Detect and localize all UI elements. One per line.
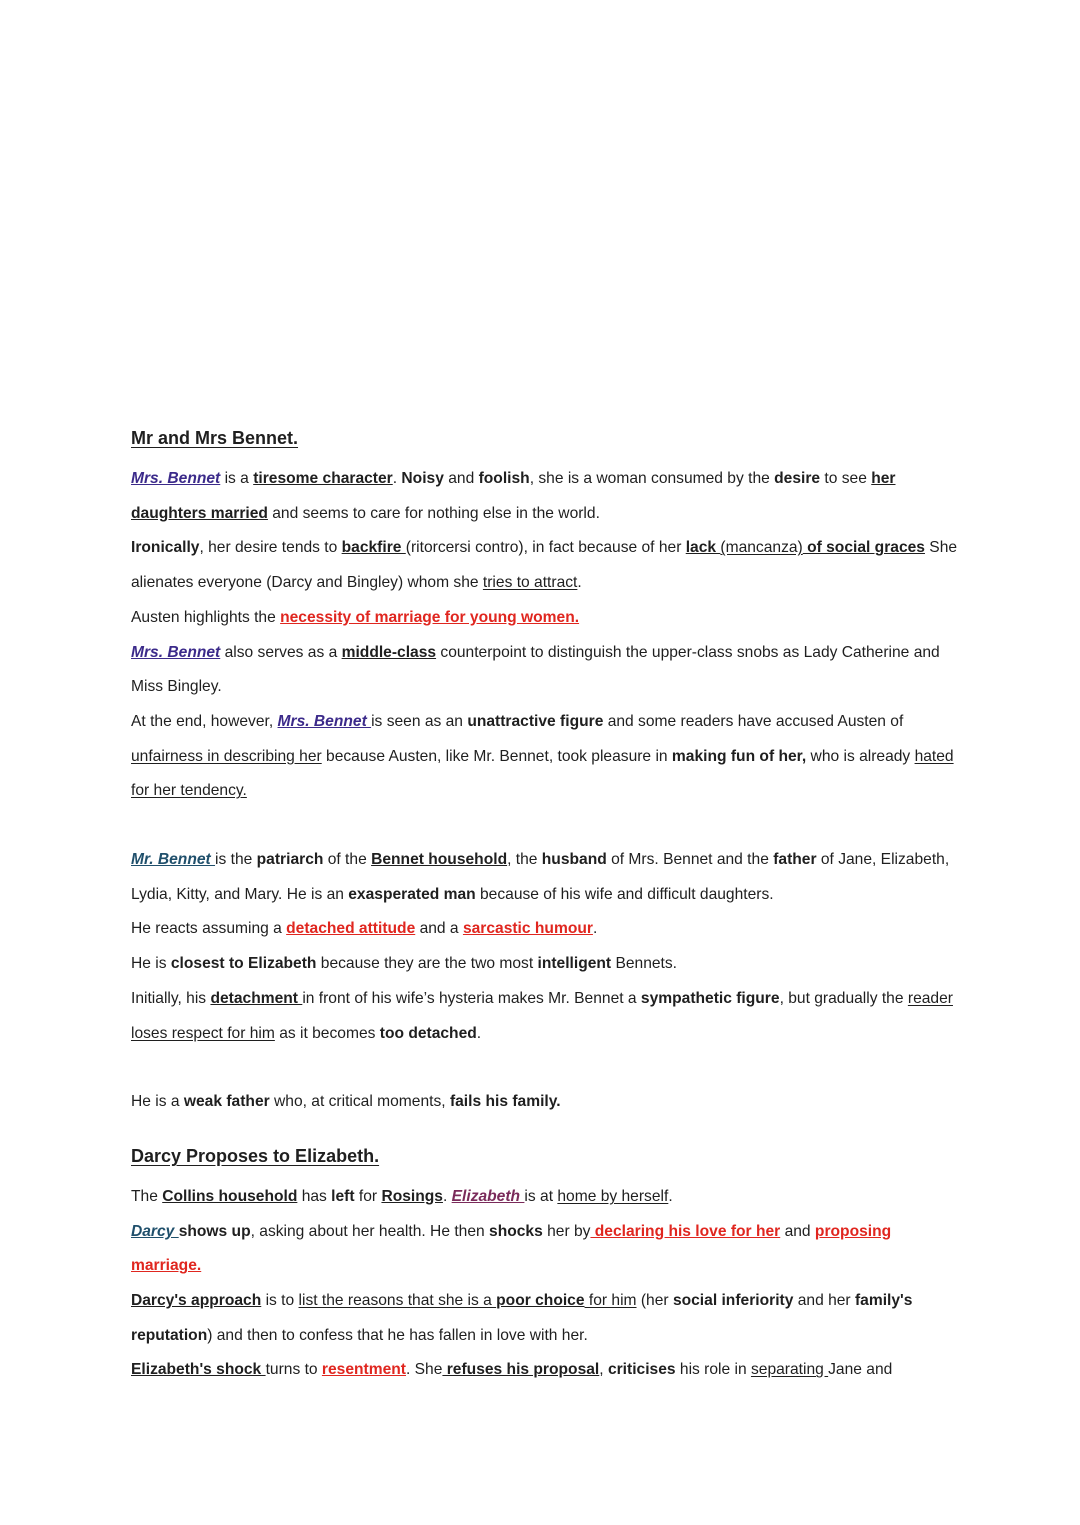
keyword: fails his family.	[449, 1093, 561, 1111]
text: At the end, however,	[131, 712, 278, 730]
paragraph-mr-bennet-intro	[131, 843, 961, 912]
text: because they are the two most	[316, 955, 538, 973]
text: of Jane, Elizabeth, Lydia, Kitty, and Mary. He is an	[131, 851, 950, 903]
keyword: criticises	[607, 1361, 676, 1379]
text: as it becomes	[274, 1024, 380, 1042]
text: , she is a woman consumed by the	[529, 470, 775, 487]
text: (mancanza)	[720, 539, 803, 557]
text: Initially, his	[131, 989, 211, 1007]
text: is the	[215, 851, 257, 869]
keyword: Noisy	[401, 470, 444, 487]
name-mr-bennet: Mr. Bennet	[131, 851, 216, 869]
highlight-red: proposing marriage.	[131, 1222, 892, 1275]
text: , but gradually the	[779, 989, 908, 1007]
text: .	[577, 574, 582, 592]
text: his role in	[675, 1361, 751, 1379]
name-mrs-bennet: Mrs. Bennet	[131, 470, 221, 487]
text: in front of his wife’s hysteria makes Mr. Bennet a	[302, 989, 641, 1007]
keyword: middle-class	[341, 643, 437, 661]
paragraph-austen-highlights	[131, 601, 961, 636]
keyword: backfire	[341, 539, 406, 557]
text: He reacts assuming a	[131, 920, 287, 938]
paragraph-closest	[131, 947, 961, 982]
text: to see	[820, 470, 872, 487]
underlined-text: home by herself	[557, 1187, 669, 1205]
keyword: shows up	[178, 1222, 251, 1240]
text: is to	[261, 1292, 299, 1310]
underlined-text: unfairness in describing her	[131, 747, 322, 765]
keyword: Ironically	[131, 539, 200, 557]
text: .	[476, 1024, 482, 1042]
keyword: desire	[774, 470, 821, 487]
text: (her	[636, 1292, 673, 1310]
paragraph-darcy-shows-up	[131, 1215, 961, 1284]
paragraph-ironically	[131, 531, 961, 600]
underlined-text: separating	[750, 1361, 829, 1379]
text: Austen highlights the	[131, 608, 281, 626]
text: He is	[131, 955, 171, 973]
text: ,	[599, 1361, 608, 1379]
keyword: detachment	[210, 989, 303, 1007]
text: and some readers have accused Austen of	[603, 712, 904, 730]
text: , her desire tends to	[199, 539, 342, 557]
section-title-bennets: Mr and Mrs Bennet.	[131, 428, 299, 448]
keyword: of social graces	[802, 539, 925, 557]
document-content	[131, 424, 961, 1388]
keyword: Elizabeth's shock	[131, 1361, 266, 1379]
keyword: sympathetic figure	[640, 989, 780, 1007]
text: of the	[323, 851, 372, 869]
keyword: exasperated man	[348, 885, 476, 903]
text: .	[668, 1187, 673, 1205]
text: turns to	[265, 1361, 322, 1379]
keyword: Collins household	[162, 1187, 298, 1205]
text: He is a	[131, 1093, 184, 1111]
text: and seems to care for nothing else in the world.	[267, 504, 600, 522]
name-darcy: Darcy	[131, 1222, 179, 1240]
text: .	[442, 1187, 452, 1205]
keyword: refuses his proposal	[442, 1361, 600, 1379]
underlined-text: list the reasons that she is a	[298, 1292, 497, 1310]
text: .	[392, 470, 402, 487]
highlight-red: necessity of marriage for young women.	[280, 608, 580, 626]
text: The	[131, 1187, 163, 1205]
text: for	[354, 1187, 382, 1205]
text: Jane and	[828, 1361, 893, 1379]
highlight-red: sarcastic humour	[462, 920, 593, 938]
text: . She	[405, 1361, 443, 1379]
text: is a	[220, 470, 254, 487]
text: because of his wife and difficult daughters.	[475, 885, 774, 903]
keyword: her daughters married	[131, 470, 896, 522]
paragraph-darcy-approach	[131, 1284, 961, 1353]
keyword: intelligent	[537, 955, 612, 973]
keyword: making fun of her,	[671, 747, 807, 765]
paragraph-mrs-bennet-intro	[131, 462, 961, 531]
keyword: poor choice	[496, 1292, 585, 1310]
paragraph-at-the-end	[131, 705, 961, 809]
underlined-text: for him	[584, 1292, 637, 1310]
keyword: shocks	[489, 1222, 543, 1240]
text: and her	[793, 1292, 855, 1310]
paragraph-elizabeth-shock	[131, 1353, 961, 1388]
paragraph-initially	[131, 982, 961, 1051]
keyword: social inferiority	[672, 1292, 794, 1310]
text: .	[592, 920, 598, 938]
text: , asking about her health. He then	[250, 1222, 490, 1240]
keyword: tiresome character	[253, 470, 393, 487]
text: , the	[507, 851, 542, 869]
text: her by	[542, 1222, 591, 1240]
name-mrs-bennet: Mrs. Bennet	[277, 712, 372, 730]
name-mrs-bennet: Mrs. Bennet	[131, 643, 221, 661]
keyword: left	[331, 1187, 355, 1205]
keyword: Rosings	[381, 1187, 443, 1205]
keyword: unattractive figure	[467, 712, 604, 730]
text: is at	[524, 1187, 558, 1205]
highlight-red: resentment	[321, 1361, 406, 1379]
text: also serves as a	[220, 643, 342, 661]
text: has	[297, 1187, 332, 1205]
section-title-darcy-proposes: Darcy Proposes to Elizabeth.	[131, 1145, 380, 1166]
text: and	[443, 470, 479, 487]
text: She alienates everyone (Darcy and Bingley) whom she	[131, 539, 958, 592]
highlight-red: detached attitude	[286, 920, 416, 938]
paragraph-middle-class	[131, 636, 961, 705]
highlight-red: declaring his love for her	[590, 1222, 781, 1240]
text: because Austen, like Mr. Bennet, took pleasure in	[321, 747, 672, 765]
keyword: closest to Elizabeth	[170, 955, 317, 973]
underlined-text: reader loses respect for him	[131, 989, 953, 1042]
keyword: family's reputation	[131, 1292, 913, 1344]
keyword: too detached	[379, 1024, 477, 1042]
keyword: Bennet household	[371, 851, 508, 869]
keyword: Darcy's approach	[131, 1292, 262, 1310]
text: ) and then to confess that he has fallen in love with her.	[207, 1326, 588, 1344]
text: who is already	[806, 747, 915, 765]
keyword: father	[773, 851, 817, 869]
text: counterpoint to distinguish the upper-class snobs as Lady Catherine and Miss Bingley.	[131, 643, 940, 696]
keyword: foolish	[478, 470, 530, 487]
text: and a	[415, 920, 463, 938]
text: of Mrs. Bennet and the	[606, 851, 774, 869]
underlined-text: tries to attract	[482, 574, 578, 592]
text: (ritorcersi contro), in fact because of her	[405, 539, 686, 557]
keyword: patriarch	[256, 851, 324, 869]
text: and	[780, 1222, 815, 1240]
paragraph-weak-father	[131, 1085, 961, 1120]
keyword: lack	[685, 539, 721, 557]
paragraph-collins-household	[131, 1180, 961, 1215]
text: who, at critical moments,	[269, 1093, 450, 1111]
name-elizabeth: Elizabeth	[451, 1187, 525, 1205]
underlined-text: hated for her tendency.	[131, 747, 954, 800]
keyword: husband	[541, 851, 607, 869]
text: is seen as an	[371, 712, 468, 730]
keyword: weak father	[183, 1093, 270, 1111]
paragraph-reacts	[131, 912, 961, 947]
text: Bennets.	[611, 955, 678, 973]
